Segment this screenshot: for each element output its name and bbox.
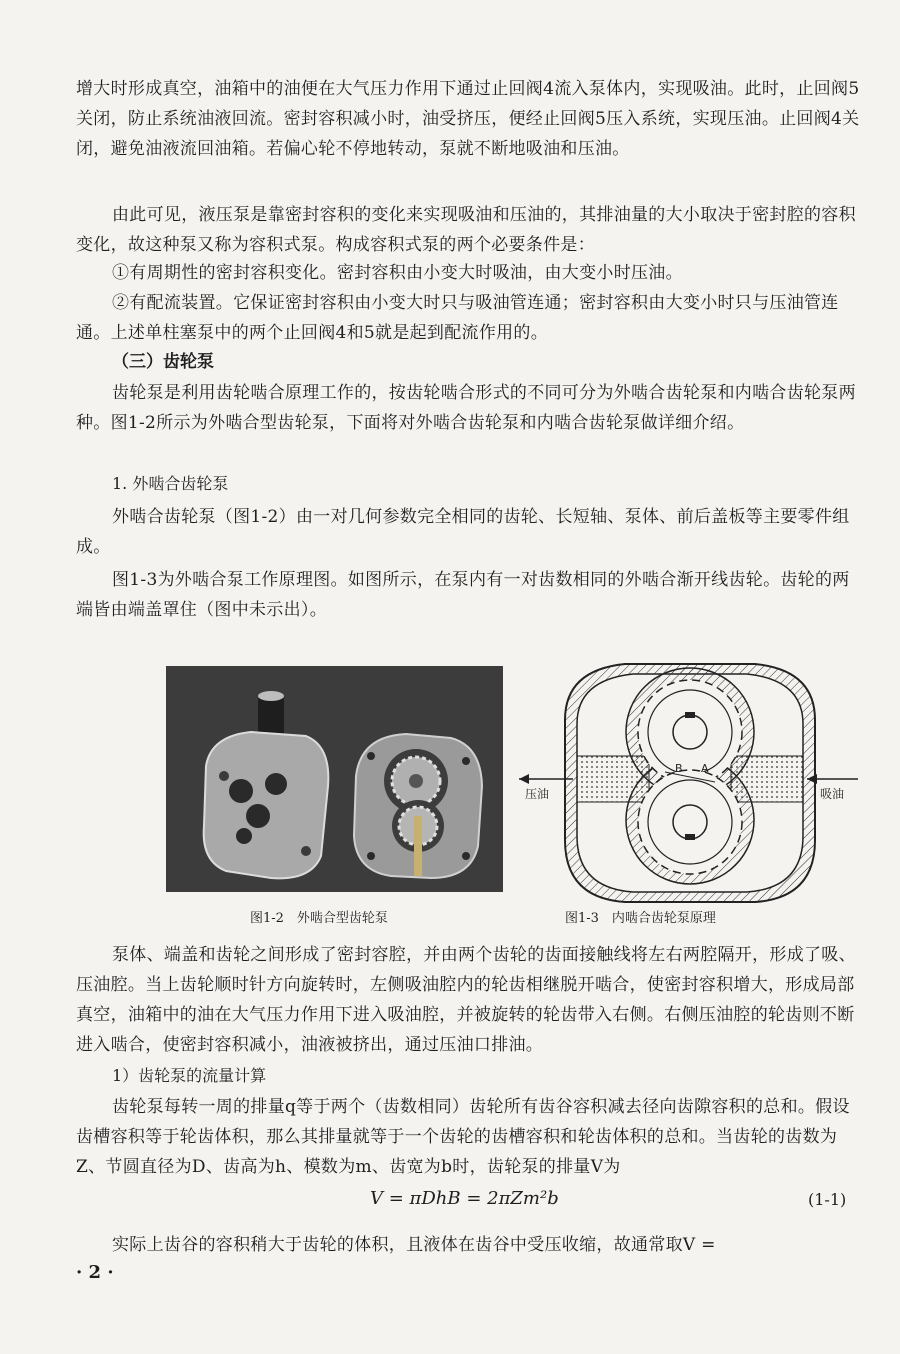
gear-pump-photo	[166, 666, 503, 892]
diagram-label-a: A	[701, 762, 709, 775]
gear-pump-principle-diagram	[515, 660, 860, 905]
paragraph-gear-pump-parts: 外啮合齿轮泵（图1-2）由一对几何参数完全相同的齿轮、长短轴、泵体、前后盖板等主要零件组成。	[76, 507, 850, 557]
gear-pump-photo-illustration	[166, 666, 503, 892]
paragraph-suction-discharge: 增大时形成真空，油箱中的油便在大气压力作用下通过止回阀4流入泵体内，实现吸油。此时，止回阀5关闭，防止系统油液回流。密封容积减小时，油受挤压，便经止回阀5压入系统，实现压油。止回阀4关闭，避免油液流回油箱。若偏心轮不停地转动，泵就不断地吸油和压油。	[76, 79, 860, 159]
subheading-flow-calculation: 1）齿轮泵的流量计算	[112, 1066, 267, 1085]
displacement-formula: V = πDhB = 2πZm²b	[370, 1188, 559, 1209]
section-heading-gear-pump: （三）齿轮泵	[112, 352, 214, 372]
paragraph-gear-pump-intro: 齿轮泵是利用齿轮啮合原理工作的，按齿轮啮合形式的不同可分为外啮合齿轮泵和内啮合齿轮泵两种。图1-2所示为外啮合型齿轮泵，下面将对外啮合齿轮泵和内啮合齿轮泵做详细介绍。	[76, 383, 856, 433]
paragraph-condition-2: ②有配流装置。它保证密封容积由小变大时只与吸油管连通；密封容积由大变小时只与压油管连通。上述单柱塞泵中的两个止回阀4和5就是起到配流作用的。	[76, 293, 839, 343]
gear-pump-diagram-svg	[515, 660, 860, 905]
paragraph-displacement-calc: 齿轮泵每转一周的排量q等于两个（齿数相同）齿轮所有齿谷容积减去径向齿隙容积的总和。假设齿槽容积等于轮齿体积，那么其排量就等于一个齿轮的齿槽容积和轮齿体积的总和。当齿轮的齿数为Z、节圆直径为D、齿高为h、模数为m、齿宽为b时，齿轮泵的排量V为	[76, 1097, 850, 1177]
paragraph-sealed-chamber: 泵体、端盖和齿轮之间形成了密封容腔，并由两个齿轮的齿面接触线将左右两腔隔开，形成了吸、压油腔。当上齿轮顺时针方向旋转时，左侧吸油腔内的轮齿相继脱开啮合，使密封容积增大，形成局部真空，油箱中的油在大气压力作用下进入吸油腔，并被旋转的轮齿带入右侧。右侧压油腔的轮齿则不断进入啮合，使密封容积减小，油液被挤出，通过压油口排油。	[76, 945, 856, 1055]
paragraph-condition-1: ①有周期性的密封容积变化。密封容积由小变大时吸油，由大变小时压油。	[112, 263, 683, 283]
figure-1-3-caption: 图1-3 内啮合齿轮泵原理	[565, 911, 716, 926]
diagram-label-suction: 吸油	[820, 787, 845, 801]
paragraph-displacement-principle: 由此可见，液压泵是靠密封容积的变化来实现吸油和压油的，其排油量的大小取决于密封腔的容积变化，故这种泵又称为容积式泵。构成容积式泵的两个必要条件是：	[76, 205, 856, 255]
diagram-label-b: B	[675, 762, 683, 775]
paragraph-actual-volume: 实际上齿谷的容积稍大于齿轮的体积，且液体在齿谷中受压收缩，故通常取V =	[112, 1235, 716, 1255]
figure-1-2-caption: 图1-2 外啮合型齿轮泵	[250, 911, 388, 926]
paragraph-working-principle: 图1-3为外啮合泵工作原理图。如图所示，在泵内有一对齿数相同的外啮合渐开线齿轮。齿轮的两端皆由端盖罩住（图中未示出）。	[76, 570, 850, 620]
page-number: · 2 ·	[76, 1262, 114, 1283]
equation-number: (1-1)	[808, 1190, 847, 1209]
diagram-label-pressure: 压油	[525, 787, 550, 801]
subheading-external-gear-pump: 1. 外啮合齿轮泵	[112, 474, 229, 493]
